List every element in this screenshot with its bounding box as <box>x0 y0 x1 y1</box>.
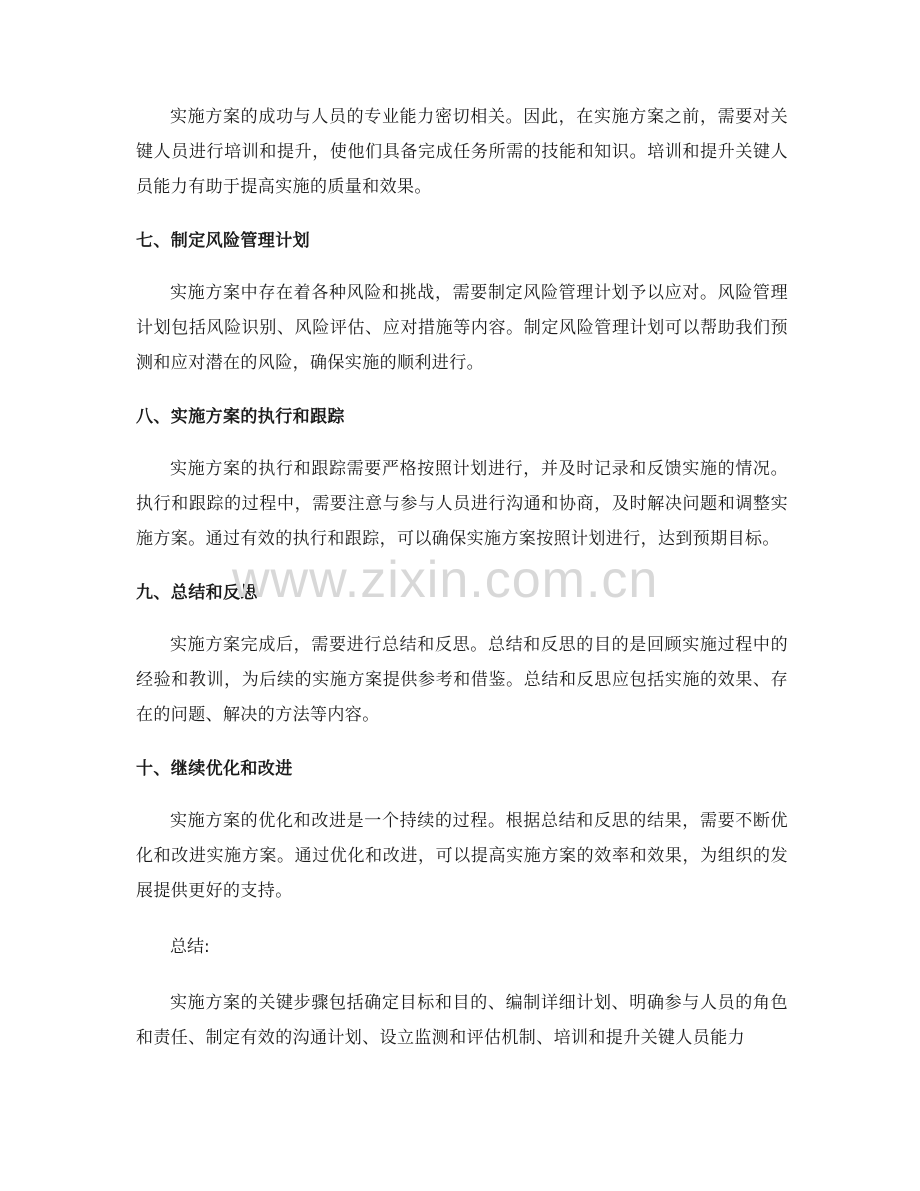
section-body-10: 实施方案的优化和改进是一个持续的过程。根据总结和反思的结果，需要不断优化和改进实施方案。通过优化和改进，可以提高实施方案的效率和效果，为组织的发展提供更好的支持。 <box>136 811 788 901</box>
section-heading-7: 七、制定风险管理计划 <box>136 231 310 251</box>
section-body-9: 实施方案完成后，需要进行总结和反思。总结和反思的目的是回顾实施过程中的经验和教训，为后续的实施方案提供参考和借鉴。总结和反思应包括实施的效果、存在的问题、解决的方法等内容。 <box>136 635 788 725</box>
section-heading-8: 八、实施方案的执行和跟踪 <box>136 407 345 427</box>
section-heading-10: 十、继续优化和改进 <box>136 759 293 779</box>
watermark-text: www.zixin.com.cn <box>232 551 659 609</box>
intro-paragraph: 实施方案的成功与人员的专业能力密切相关。因此，在实施方案之前，需要对关键人员进行培训和提升，使他们具备完成任务所需的技能和知识。培训和提升关键人员能力有助于提高实施的质量和效果。 <box>136 107 788 197</box>
document-content <box>136 100 788 1077</box>
summary-label: 总结: <box>170 937 210 957</box>
summary-paragraph: 实施方案的关键步骤包括确定目标和目的、编制详细计划、明确参与人员的角色和责任、制定有效的沟通计划、设立监测和评估机制、培训和提升关键人员能力 <box>136 993 788 1048</box>
section-heading-9: 九、总结和反思 <box>136 583 258 603</box>
section-body-7: 实施方案中存在着各种风险和挑战，需要制定风险管理计划予以应对。风险管理计划包括风险识别、风险评估、应对措施等内容。制定风险管理计划可以帮助我们预测和应对潜在的风险，确保实施的顺利进行。 <box>136 283 788 373</box>
section-body-8: 实施方案的执行和跟踪需要严格按照计划进行，并及时记录和反馈实施的情况。执行和跟踪的过程中，需要注意与参与人员进行沟通和协商，及时解决问题和调整实施方案。通过有效的执行和跟踪，可以确保实施方案按照计划进行，达到预期目标。 <box>136 459 788 549</box>
